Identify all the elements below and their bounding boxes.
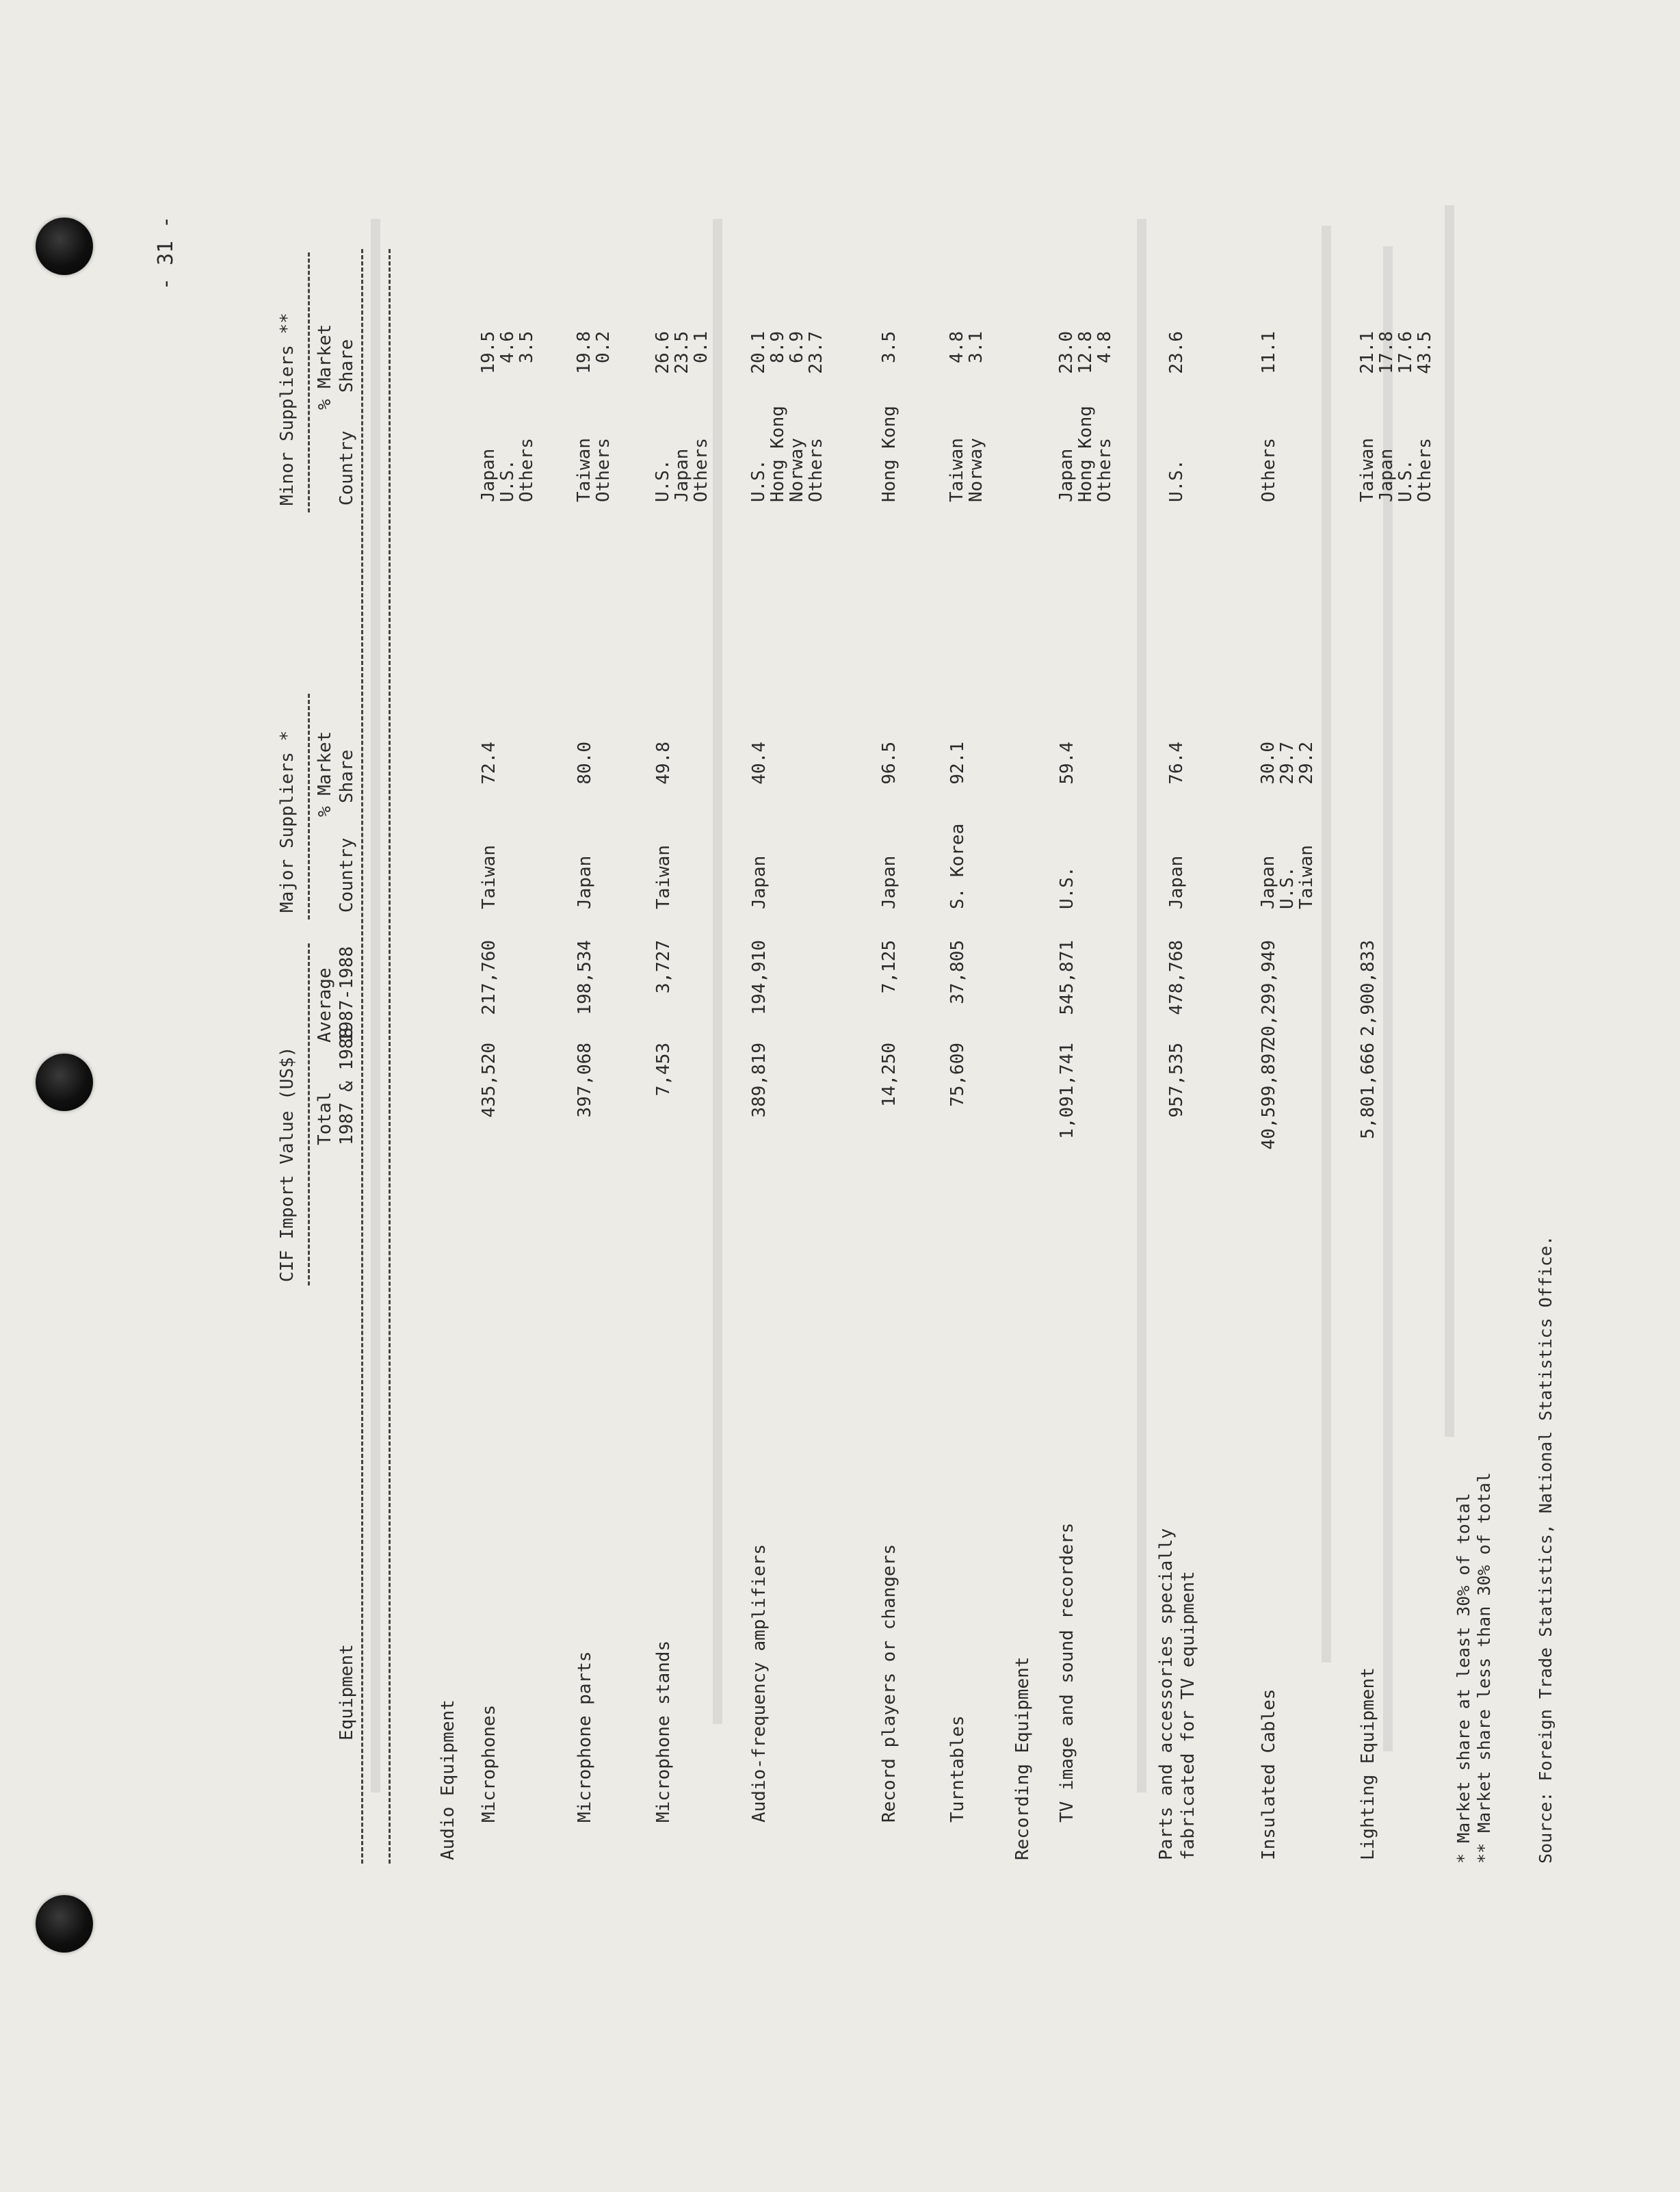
- minor-share: 21.1: [1357, 331, 1378, 374]
- minor-country: Others: [593, 438, 614, 502]
- row-minor-share: 23.6: [1166, 331, 1187, 374]
- row-average: 3,727: [653, 940, 674, 994]
- rule-under-minor: [308, 252, 310, 512]
- row-minor-share: 3.5: [879, 331, 900, 363]
- minor-country: Japan: [478, 448, 499, 502]
- header-average: Average: [315, 967, 335, 1043]
- row-name: Lighting Equipment: [1358, 1667, 1378, 1860]
- header-minor-share-2: Share: [337, 339, 357, 393]
- rule-under-major: [308, 694, 310, 919]
- header-total-years: 1987 & 1988: [337, 1027, 357, 1145]
- row-name: Insulated Cables: [1259, 1688, 1279, 1860]
- minor-country: U.S.: [1395, 459, 1416, 502]
- header-major-country: Country: [337, 837, 357, 913]
- row-total: 14,250: [879, 1043, 900, 1107]
- row-total: 40,599,897: [1259, 1043, 1279, 1150]
- row-minor-country: Hong Kong: [879, 406, 900, 502]
- section-recording-equipment: Recording Equipment: [1012, 1656, 1033, 1860]
- minor-share: 17.8: [1376, 331, 1397, 374]
- minor-country: Taiwan: [1357, 438, 1378, 502]
- minor-country: Others: [1094, 438, 1115, 502]
- row-total: 7,453: [653, 1043, 674, 1097]
- major-country: Japan: [1258, 855, 1278, 909]
- minor-country: Japan: [1376, 448, 1397, 502]
- header-total: Total: [315, 1091, 335, 1145]
- minor-share: 12.8: [1075, 331, 1096, 374]
- header-minor-share: % Market: [315, 324, 335, 410]
- major-share: 30.0: [1258, 742, 1278, 785]
- row-major-share: 92.1: [947, 742, 968, 785]
- row-minor-shares: [749, 331, 826, 413]
- minor-share: 0.1: [691, 331, 711, 363]
- row-total: 435,520: [479, 1043, 499, 1118]
- minor-share: 23.5: [672, 331, 692, 374]
- row-average: 545,871: [1057, 940, 1077, 1015]
- row-average: 217,760: [479, 940, 499, 1015]
- row-major-countries: [1259, 845, 1316, 909]
- page-number: - 31 -: [154, 216, 178, 290]
- minor-share: 19.5: [478, 331, 499, 374]
- row-major-share: 72.4: [479, 742, 499, 785]
- row-major-country: Japan: [1166, 855, 1187, 909]
- row-average: 7,125: [879, 940, 900, 994]
- minor-country: U.S.: [653, 459, 673, 502]
- major-country: Taiwan: [1296, 845, 1317, 909]
- header-minor-country: Country: [337, 430, 357, 506]
- row-minor-shares: [575, 331, 613, 413]
- minor-country: Japan: [672, 448, 692, 502]
- minor-share: 8.9: [767, 331, 788, 363]
- row-minor-shares: [947, 331, 986, 413]
- minor-share: 6.9: [787, 331, 807, 363]
- row-major-share: 49.8: [653, 742, 674, 785]
- rule-header-bottom: [389, 249, 391, 1864]
- row-average: 198,534: [575, 940, 595, 1015]
- minor-country: Others: [691, 438, 711, 502]
- major-share: 29.2: [1296, 742, 1317, 785]
- minor-share: 4.6: [497, 331, 518, 363]
- minor-country: Others: [806, 438, 826, 502]
- row-name: Microphone stands: [653, 1640, 674, 1823]
- footnote-minor: ** Market share less than 30% of total: [1474, 1472, 1494, 1864]
- major-share: 29.7: [1277, 742, 1298, 785]
- row-major-country: Taiwan: [479, 845, 499, 909]
- header-major-suppliers: Major Suppliers *: [277, 730, 298, 913]
- row-major-share: 59.4: [1057, 742, 1077, 785]
- minor-share: 4.8: [947, 331, 967, 363]
- rule-top: [361, 249, 363, 1864]
- row-minor-shares: [1358, 331, 1434, 413]
- minor-country: Taiwan: [574, 438, 594, 502]
- row-minor-countries: [653, 438, 711, 502]
- row-minor-countries: [575, 438, 613, 502]
- minor-country: Hong Kong: [1075, 406, 1096, 502]
- minor-share: 4.8: [1094, 331, 1115, 363]
- row-major-country: U.S.: [1057, 866, 1077, 909]
- row-major-shares: [1259, 742, 1316, 824]
- row-average: 20,299,949: [1259, 940, 1279, 1047]
- minor-share: 19.8: [574, 331, 594, 374]
- row-total: 397,068: [575, 1043, 595, 1118]
- major-country: U.S.: [1277, 866, 1298, 909]
- minor-share: 0.2: [593, 331, 614, 363]
- minor-share: 3.5: [516, 331, 537, 363]
- row-name: TV image and sound recorders: [1057, 1522, 1077, 1823]
- row-major-country: S. Korea: [947, 823, 968, 909]
- row-average: 194,910: [749, 940, 770, 1015]
- row-name: Parts and accessories specially: [1156, 1528, 1177, 1860]
- minor-share: 26.6: [653, 331, 673, 374]
- minor-country: Others: [1415, 438, 1435, 502]
- row-major-country: Japan: [749, 855, 770, 909]
- row-minor-shares: [479, 331, 536, 413]
- minor-share: 43.5: [1415, 331, 1435, 374]
- row-name: Microphones: [479, 1704, 499, 1823]
- minor-country: U.S.: [497, 459, 518, 502]
- row-average: 2,900,833: [1358, 940, 1378, 1036]
- minor-country: Japan: [1056, 448, 1077, 502]
- footnote-major: * Market share at least 30% of total: [1454, 1493, 1473, 1864]
- row-minor-shares: [1057, 331, 1114, 413]
- minor-country: Norway: [966, 438, 986, 502]
- row-minor-countries: [749, 406, 826, 502]
- row-minor-shares: [653, 331, 711, 413]
- minor-country: Taiwan: [947, 438, 967, 502]
- minor-share: 3.1: [966, 331, 986, 363]
- header-major-share: % Market: [315, 731, 335, 817]
- row-name: Turntables: [947, 1715, 968, 1823]
- row-major-country: Taiwan: [653, 845, 674, 909]
- minor-country: Hong Kong: [767, 406, 788, 502]
- row-minor-country: Others: [1259, 438, 1279, 502]
- header-major-share-2: Share: [337, 749, 357, 803]
- row-minor-countries: [1358, 438, 1434, 502]
- row-minor-countries: [947, 438, 986, 502]
- row-total: 389,819: [749, 1043, 770, 1118]
- row-average: 37,805: [947, 940, 968, 1004]
- row-minor-countries: [1057, 406, 1114, 502]
- row-total: 1,091,741: [1057, 1043, 1077, 1139]
- row-total: 5,801,666: [1358, 1043, 1378, 1139]
- minor-share: 23.7: [806, 331, 826, 374]
- row-minor-country: U.S.: [1166, 459, 1187, 502]
- row-major-share: 76.4: [1166, 742, 1187, 785]
- row-total: 957,535: [1166, 1043, 1187, 1118]
- header-average-years: 1987-1988: [337, 946, 357, 1043]
- row-minor-share: 11.1: [1259, 331, 1279, 374]
- source-note: Source: Foreign Trade Statistics, National Statistics Office.: [1536, 1235, 1556, 1864]
- row-major-share: 40.4: [749, 742, 770, 785]
- minor-country: U.S.: [748, 459, 769, 502]
- section-audio-equipment: Audio Equipment: [438, 1699, 458, 1860]
- header-equipment: Equipment: [337, 1644, 357, 1740]
- row-name: Microphone parts: [575, 1651, 595, 1823]
- minor-country: Norway: [787, 438, 807, 502]
- minor-share: 17.6: [1395, 331, 1416, 374]
- minor-share: 20.1: [748, 331, 769, 374]
- row-total: 75,609: [947, 1043, 968, 1107]
- header-cif-import-value: CIF Import Value (US$): [277, 1046, 298, 1282]
- row-average: 478,768: [1166, 940, 1187, 1015]
- row-minor-countries: [479, 438, 536, 502]
- row-major-country: Japan: [575, 855, 595, 909]
- rule-under-cif: [308, 943, 310, 1286]
- row-major-share: 96.5: [879, 742, 900, 785]
- header-minor-suppliers: Minor Suppliers **: [277, 313, 298, 506]
- minor-share: 23.0: [1056, 331, 1077, 374]
- row-name-line-2: fabricated for TV equipment: [1178, 1571, 1198, 1860]
- minor-country: Others: [516, 438, 537, 502]
- row-name: Audio-frequency amplifiers: [749, 1544, 770, 1823]
- row-name: Record players or changers: [879, 1544, 900, 1823]
- row-major-share: 80.0: [575, 742, 595, 785]
- row-major-country: Japan: [879, 855, 900, 909]
